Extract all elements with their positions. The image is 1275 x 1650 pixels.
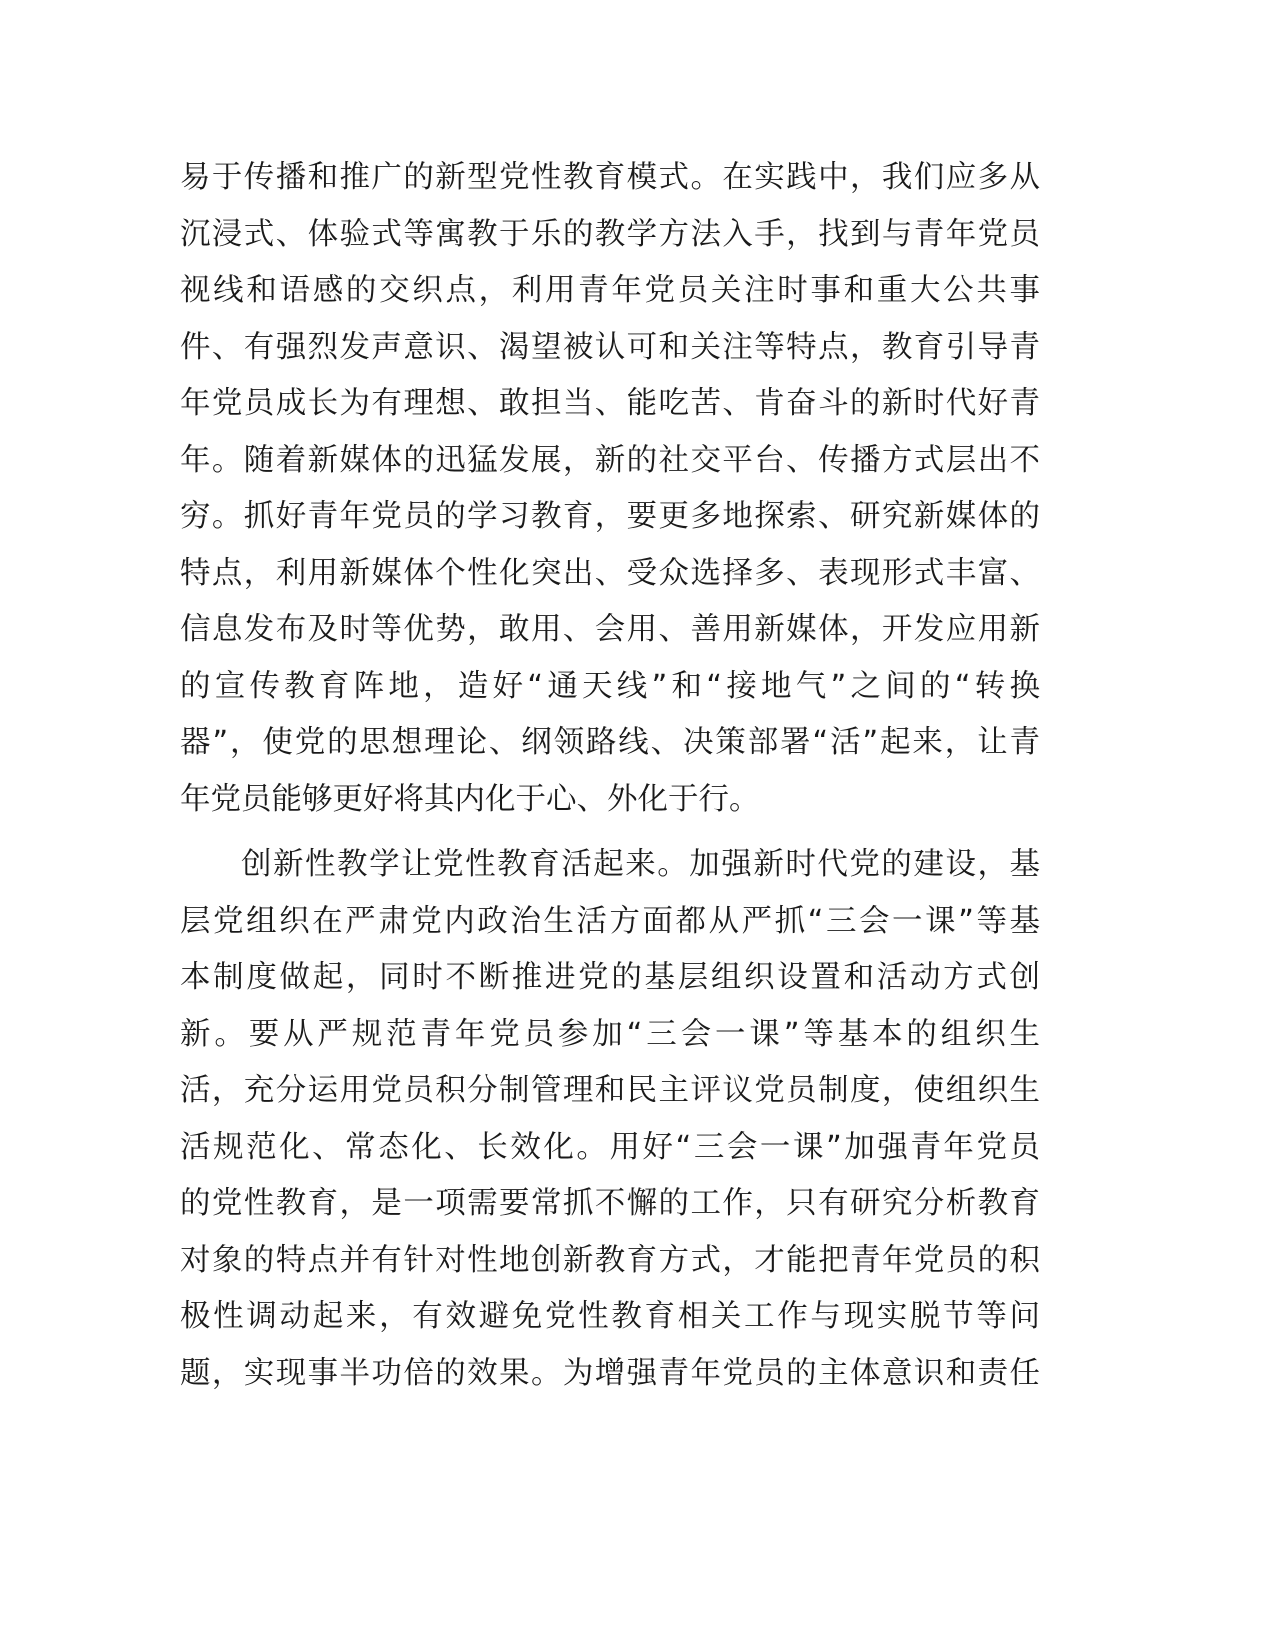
text-line: 视线和语感的交织点，利用青年党员关注时事和重大公共事: [180, 273, 1040, 308]
text-line: 本制度做起，同时不断推进党的基层组织设置和活动方式创: [180, 960, 1040, 995]
text-line: 年。随着新媒体的迅猛发展，新的社交平台、传播方式层出不: [180, 442, 1040, 478]
text-line: 题，实现事半功倍的效果。为增强青年党员的主体意识和责任: [180, 1355, 1040, 1391]
text-line: 易于传播和推广的新型党性教育模式。在实践中，我们应多从: [180, 160, 1040, 195]
text-line: 创新性教学让党性教育活起来。加强新时代党的建设，基: [241, 847, 1040, 882]
text-line: 信息发布及时等优势，敢用、会用、善用新媒体，开发应用新: [180, 612, 1040, 647]
paragraph-2: [180, 837, 1040, 1402]
text-line: 的宣传教育阵地，造好“通天线”和“接地气”之间的“转换: [180, 668, 1040, 704]
text-line: 器”，使党的思想理论、纲领路线、决策部署“活”起来，让青: [180, 725, 1040, 760]
text-line: 沉浸式、体验式等寓教于乐的教学方法入手，找到与青年党员: [180, 216, 1040, 252]
text-line: 新。要从严规范青年党员参加“三会一课”等基本的组织生: [180, 1016, 1040, 1052]
text-line: 特点，利用新媒体个性化突出、受众选择多、表现形式丰富、: [180, 555, 1040, 591]
text-line: 年党员能够更好将其内化于心、外化于行。: [180, 781, 760, 817]
paragraph-1: [180, 150, 1040, 828]
text-line: 活，充分运用党员积分制管理和民主评议党员制度，使组织生: [180, 1073, 1040, 1108]
text-line: 穷。抓好青年党员的学习教育，要更多地探索、研究新媒体的: [180, 499, 1040, 534]
text-line: 对象的特点并有针对性地创新教育方式，才能把青年党员的积: [180, 1242, 1040, 1278]
text-line: 层党组织在严肃党内政治生活方面都从严抓“三会一课”等基: [180, 903, 1040, 939]
text-line: 的党性教育，是一项需要常抓不懈的工作，只有研究分析教育: [180, 1186, 1040, 1221]
text-line: 件、有强烈发声意识、渴望被认可和关注等特点，教育引导青: [180, 329, 1040, 365]
text-line: 极性调动起来，有效避免党性教育相关工作与现实脱节等问: [180, 1299, 1040, 1334]
text-line: 活规范化、常态化、长效化。用好“三会一课”加强青年党员: [180, 1129, 1040, 1165]
document-body: [180, 150, 1040, 1402]
paragraph-spacer: [180, 828, 1040, 837]
text-line: 年党员成长为有理想、敢担当、能吃苦、肯奋斗的新时代好青: [180, 386, 1040, 421]
